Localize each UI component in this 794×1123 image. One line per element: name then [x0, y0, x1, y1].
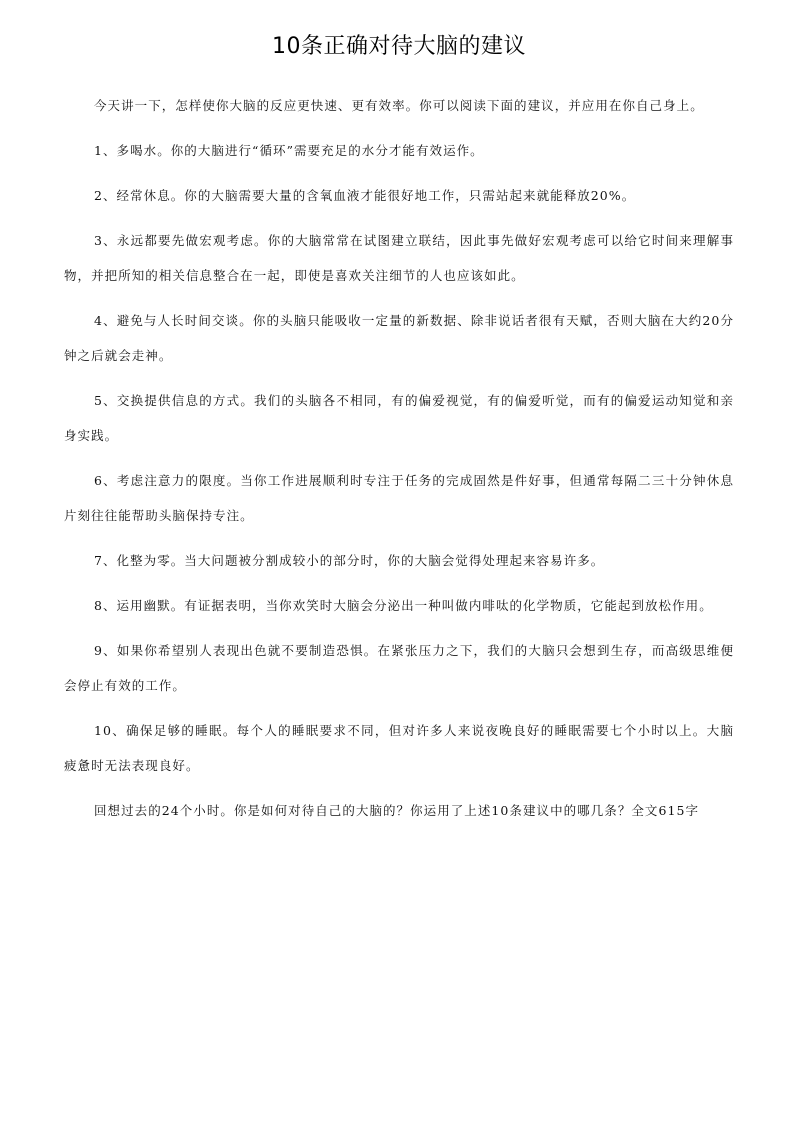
tip-paragraph-6: 6、考虑注意力的限度。当你工作进展顺利时专注于任务的完成固然是件好事，但通常每隔二三十分钟休息片刻往往能帮助头脑保持专注。: [64, 473, 734, 523]
tip-paragraph-3: 3、永远都要先做宏观考虑。你的大脑常常在试图建立联结，因此事先做好宏观考虑可以给它时间来理解事物，并把所知的相关信息整合在一起，即使是喜欢关注细节的人也应该如此。: [64, 233, 734, 283]
tip-paragraph-8: 8、运用幽默。有证据表明，当你欢笑时大脑会分泌出一种叫做内啡呔的化学物质，它能起到放松作用。: [94, 598, 713, 613]
tip-paragraph-4: 4、避免与人长时间交谈。你的头脑只能吸收一定量的新数据、除非说话者很有天赋，否则大脑在大约20分钟之后就会走神。: [64, 313, 734, 363]
tip-paragraph-5: 5、交换提供信息的方式。我们的头脑各不相同，有的偏爱视觉，有的偏爱听觉，而有的偏爱运动知觉和亲身实践。: [64, 393, 734, 443]
tip-paragraph-7: 7、化整为零。当大问题被分割成较小的部分时，你的大脑会觉得处理起来容易许多。: [94, 553, 605, 568]
tip-paragraph-1: 1、多喝水。你的大脑进行“循环”需要充足的水分才能有效运作。: [94, 143, 484, 158]
intro-paragraph: 今天讲一下，怎样使你大脑的反应更快速、更有效率。你可以阅读下面的建议，并应用在你自己身上。: [94, 98, 704, 113]
document-title: 10条正确对待大脑的建议: [272, 34, 526, 59]
tip-paragraph-2: 2、经常休息。你的大脑需要大量的含氧血液才能很好地工作，只需站起来就能释放20%。: [94, 188, 636, 203]
tip-paragraph-9: 9、如果你希望别人表现出色就不要制造恐惧。在紧张压力之下，我们的大脑只会想到生存，而高级思维便会停止有效的工作。: [64, 643, 734, 693]
closing-paragraph: 回想过去的24个小时。你是如何对待自己的大脑的？你运用了上述10条建议中的哪几条？全文615字: [94, 803, 700, 818]
document-body: [64, 88, 734, 828]
tip-paragraph-10: 10、确保足够的睡眠。每个人的睡眠要求不同，但对许多人来说夜晚良好的睡眠需要七个小时以上。大脑疲惫时无法表现良好。: [64, 723, 734, 773]
